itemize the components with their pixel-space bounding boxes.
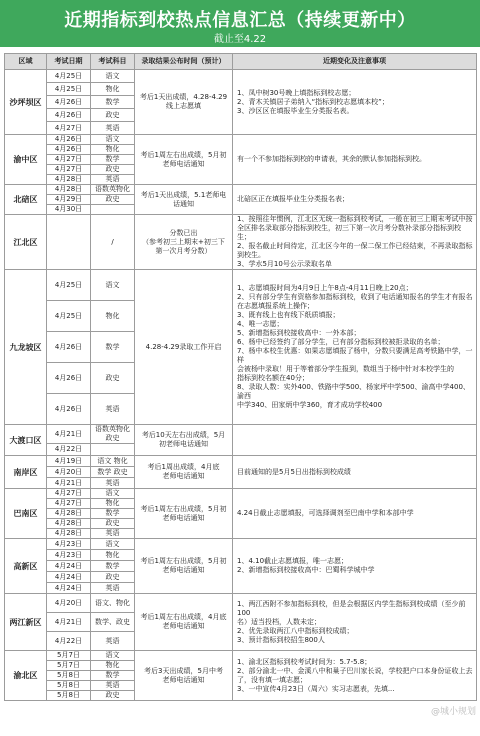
exam-date-cell: 4月21日 <box>47 425 91 444</box>
exam-subject-cell: 语文、物化 <box>91 594 135 613</box>
region-cell: 渝北区 <box>5 651 47 701</box>
exam-date-cell: 4月23日 <box>47 539 91 550</box>
table-body <box>5 70 477 701</box>
result-time-line: 第一次月考分数） <box>155 246 212 255</box>
result-time-cell <box>135 70 233 135</box>
exam-date-cell: 5月8日 <box>47 671 91 681</box>
exam-subject-cell <box>91 444 135 456</box>
exam-subject-cell: 数学、政史 <box>91 613 135 632</box>
exam-subject-cell: 英语 <box>91 529 135 539</box>
result-time-line: 老师电话通知 <box>162 513 205 522</box>
exam-subject-cell: 英语 <box>91 632 135 651</box>
notes-line: 1、渝北区指标到校考试时间为：5.7-5.8； <box>237 657 372 666</box>
exam-subject-cell: 数学 <box>91 155 135 165</box>
result-time-cell <box>135 489 233 539</box>
notes-line: 1、4.10截止志愿填报，唯一志愿； <box>237 557 349 565</box>
exam-date-cell: 4月20日 <box>47 467 91 478</box>
exam-subject-cell: 语数英物化 <box>91 185 135 195</box>
exam-subject-cell: 物化 <box>91 550 135 561</box>
notes-line: 2、新增指标到校接收高中：巴蜀科学城中学 <box>237 566 375 574</box>
exam-subject-cell: 政史 <box>91 109 135 122</box>
result-time-cell <box>135 651 233 701</box>
exam-date-cell: 4月27日 <box>47 489 91 499</box>
column-header: 区域 <box>5 54 47 70</box>
exam-subject-cell: 英语 <box>91 175 135 185</box>
notes-line: 2、报名截止时间待定，江北区今年的一保二保工作已经结束，不再录取指标到校生。 <box>237 242 473 259</box>
notes-line: 1、按照往年惯例，江北区无统一指标到校考试，一般在初三上期末考试中按 <box>237 215 473 223</box>
notes-line: 2、部分渝北一中、金溪八中和巢子巴川家长说，学校把户口本身份证收上去 <box>237 666 473 675</box>
notes-line: 3、一中宣传4月23日（周六）实习志愿表，先填... <box>237 684 395 693</box>
result-time-cell <box>135 135 233 185</box>
region-cell: 南岸区 <box>5 456 47 489</box>
exam-date-cell: 4月24日 <box>47 572 91 583</box>
notes-line: 3、预计指标到校招生800人 <box>237 635 325 644</box>
result-time-line: 老师电话通知 <box>162 472 205 480</box>
result-time-line: 话通知 <box>173 199 194 208</box>
notes-line: 北碚区正在填报毕业生分类报名表； <box>237 195 349 203</box>
exam-subject-cell: 物化 <box>91 499 135 509</box>
exam-subject-cell: 英语 <box>91 394 135 425</box>
notes-line: 4、唯一志愿； <box>237 320 284 328</box>
notes-line: 3、沙区区在填报毕业生分类报名表。 <box>237 106 354 115</box>
notes-cell <box>233 185 477 215</box>
table-row <box>5 135 477 145</box>
exam-date-cell: 4月22日 <box>47 632 91 651</box>
result-time-line: 老师电话通知 <box>162 675 205 684</box>
exam-subject-cell: 语文 <box>91 135 135 145</box>
notes-line: 2、青木关镇居子弟纳入“指标到校志愿填本校”； <box>237 97 389 106</box>
table-row <box>5 185 477 195</box>
result-time-line: 考后10天左右出成绩，5月 <box>141 431 226 439</box>
table-row <box>5 651 477 661</box>
exam-date-cell: 5月7日 <box>47 661 91 671</box>
notes-cell <box>233 135 477 185</box>
result-time-line: 考后1周左右出成绩，5月初 <box>140 557 227 565</box>
exam-date-cell: 4月25日 <box>47 83 91 96</box>
exam-date-cell: 4月24日 <box>47 583 91 594</box>
region-cell: 江北区 <box>5 215 47 270</box>
exam-subject-cell: 数学 <box>91 332 135 363</box>
notes-line: 2、只有部分学生有资格参加指标到校，收到了电话通知报名的学生才有报名 <box>237 293 473 301</box>
notes-line: 中学340、田家炳中学360，育才成功学校400 <box>237 401 383 409</box>
result-time-line: 考后1周左右出成绩，4月底 <box>140 613 227 621</box>
notes-line: 1、志愿填报时间为4月9日上午8点-4月11日晚上20点； <box>237 284 413 292</box>
table-row <box>5 215 477 270</box>
exam-subject-cell: 数学 <box>91 96 135 109</box>
result-time-line: 分数已出 <box>169 228 198 237</box>
notes-cell <box>233 70 477 135</box>
region-cell: 两江新区 <box>5 594 47 651</box>
exam-date-cell: 4月28日 <box>47 519 91 529</box>
notes-line: 2、优先录取两江八中指标到校成绩； <box>237 626 354 635</box>
table-header-row <box>5 54 477 70</box>
exam-subject-cell: 数学 政史 <box>91 467 135 478</box>
notes-line: 3、既有线上也有线下纸质填报； <box>237 311 340 319</box>
page-title: 近期指标到校热点信息汇总（持续更新中） <box>64 10 416 31</box>
exam-date-cell: 4月26日 <box>47 394 91 425</box>
notes-cell <box>233 539 477 594</box>
exam-date-cell: 4月22日 <box>47 444 91 456</box>
exam-subject-cell: / <box>91 215 135 270</box>
notes-cell <box>233 651 477 701</box>
exam-subject-cell: 政史 <box>91 363 135 394</box>
exam-date-cell: 4月25日 <box>47 70 91 83</box>
column-header: 考试科目 <box>91 54 135 70</box>
notes-line: 有一个不参加指标到校的申请表，其余的默认参加指标到校。 <box>237 155 426 163</box>
exam-date-cell: 4月28日 <box>47 185 91 195</box>
table-row <box>5 456 477 467</box>
notes-cell <box>233 594 477 651</box>
exam-date-cell <box>47 215 91 270</box>
exam-date-cell: 4月25日 <box>47 301 91 332</box>
exam-subject-cell: 政史 <box>91 195 135 205</box>
column-header: 近期变化及注意事项 <box>233 54 477 70</box>
result-time-line: 线上志愿填 <box>166 102 201 110</box>
exam-subject-cell <box>91 205 135 215</box>
result-time-cell <box>135 185 233 215</box>
region-cell: 高新区 <box>5 539 47 594</box>
result-time-cell <box>135 539 233 594</box>
region-cell: 渝中区 <box>5 135 47 185</box>
exam-date-cell: 4月25日 <box>47 270 91 301</box>
result-time-cell <box>135 215 233 270</box>
exam-subject-cell: 物化 <box>91 145 135 155</box>
notes-line: 1、两江西附不参加指标到校，但是会根据区内学生指标到校成绩（至少前100 <box>237 599 466 617</box>
notes-line: 了，没有填一填志愿； <box>237 675 307 684</box>
column-header: 考试日期 <box>47 54 91 70</box>
exam-subject-cell: 语文 物化 <box>91 456 135 467</box>
exam-date-cell: 5月8日 <box>47 681 91 691</box>
exam-subject-cell: 数学 <box>91 671 135 681</box>
result-time-cell <box>135 270 233 425</box>
result-time-line: 初老师电话通知 <box>159 440 208 448</box>
exam-subject-cell: 政史 <box>91 572 135 583</box>
notes-line: 4.24日截止志愿填报，可选择调剂至巴南中学和本部中学 <box>237 509 414 517</box>
exam-date-cell: 4月26日 <box>47 96 91 109</box>
result-time-cell <box>135 456 233 489</box>
exam-subject-cell: 英语 <box>91 122 135 135</box>
exam-date-cell: 4月26日 <box>47 363 91 394</box>
title-banner <box>0 0 480 47</box>
exam-date-cell: 4月26日 <box>47 145 91 155</box>
notes-line: 5、新增指标到校接收高中：一外本部； <box>237 329 361 337</box>
result-time-cell <box>135 425 233 456</box>
table-row <box>5 425 477 444</box>
exam-subject-cell: 物化 <box>91 83 135 96</box>
table-row <box>5 594 477 613</box>
exam-date-cell: 4月29日 <box>47 195 91 205</box>
page-subtitle: 截止至4.22 <box>213 34 267 45</box>
exam-date-cell: 4月28日 <box>47 509 91 519</box>
info-table <box>4 53 477 701</box>
exam-date-cell: 5月8日 <box>47 691 91 701</box>
exam-date-cell: 4月23日 <box>47 550 91 561</box>
exam-subject-cell: 英语 <box>91 583 135 594</box>
column-header: 录取结果公布时间（预计） <box>135 54 233 70</box>
result-time-line: 4.28-4.29录取工作开启 <box>145 342 222 351</box>
watermark: @城小规划 <box>430 707 476 717</box>
exam-subject-cell: 政史 <box>91 519 135 529</box>
exam-subject-cell: 语数英物化政史 <box>91 425 135 444</box>
result-time-line: 考后1天出成绩，4.28-4.29 <box>139 93 228 101</box>
notes-line: 全区排名录取部分指标到校生，初三下第一次月考分数补录部分指标到校生； <box>237 224 461 241</box>
exam-date-cell: 4月28日 <box>47 529 91 539</box>
exam-subject-cell: 数学 <box>91 509 135 519</box>
result-time-line: 老师电话通知 <box>162 622 205 630</box>
exam-date-cell: 4月20日 <box>47 594 91 613</box>
exam-date-cell: 4月21日 <box>47 478 91 489</box>
exam-subject-cell: 政史 <box>91 165 135 175</box>
notes-line: 1、凤中树30号晚上填指标到校志愿； <box>237 88 356 97</box>
table-row <box>5 70 477 83</box>
table-row <box>5 270 477 301</box>
notes-cell <box>233 215 477 270</box>
notes-line: 会被杨中录取！用于等着部分学生报到，数组当于杨中针对本校学生的 <box>237 365 454 373</box>
exam-date-cell: 4月19日 <box>47 456 91 467</box>
exam-date-cell: 4月27日 <box>47 122 91 135</box>
notes-line: 名）适当投档，人数未定； <box>237 617 321 626</box>
exam-subject-cell: 英语 <box>91 681 135 691</box>
notes-line: 3、学水5月10号公示录取名单 <box>237 260 332 268</box>
notes-cell <box>233 425 477 456</box>
table-row <box>5 489 477 499</box>
exam-subject-cell: 语文 <box>91 651 135 661</box>
notes-line: 6、杨中已经签约了部分学生，已有部分指标到校被拒录取的名单； <box>237 338 445 346</box>
exam-subject-cell: 政史 <box>91 691 135 701</box>
exam-date-cell: 4月27日 <box>47 165 91 175</box>
exam-date-cell: 4月26日 <box>47 135 91 145</box>
region-cell: 九龙坡区 <box>5 270 47 425</box>
exam-subject-cell: 物化 <box>91 661 135 671</box>
result-time-line: 考后1周左右出成绩，5月初 <box>140 150 227 159</box>
region-cell: 大渡口区 <box>5 425 47 456</box>
result-time-line: 考后1周左右出成绩，5月初 <box>140 504 227 513</box>
result-time-line: 老师电话通知 <box>162 159 205 168</box>
exam-subject-cell: 语文 <box>91 489 135 499</box>
exam-date-cell: 4月21日 <box>47 613 91 632</box>
notes-line: 指标到校名额在40分； <box>237 374 309 382</box>
result-time-line: （参考初三上期末+初三下 <box>142 237 225 246</box>
exam-date-cell: 4月28日 <box>47 175 91 185</box>
exam-date-cell: 4月26日 <box>47 109 91 122</box>
exam-date-cell: 4月27日 <box>47 499 91 509</box>
notes-cell <box>233 489 477 539</box>
result-time-line: 考后1周出成绩，4月底 <box>147 463 220 471</box>
table-row <box>5 539 477 550</box>
notes-line: 目前通知的是5月5日出指标到校成绩 <box>237 467 351 476</box>
exam-subject-cell: 语文 <box>91 270 135 301</box>
exam-date-cell: 4月30日 <box>47 205 91 215</box>
exam-date-cell: 4月26日 <box>47 332 91 363</box>
region-cell: 沙坪坝区 <box>5 70 47 135</box>
result-time-line: 考后1天出成绩，5.1老师电 <box>140 190 227 199</box>
exam-subject-cell: 数学 <box>91 561 135 572</box>
result-time-line: 考后3天出成绩，5月中考 <box>144 666 223 675</box>
notes-cell <box>233 270 477 425</box>
notes-cell <box>233 456 477 489</box>
exam-subject-cell: 语文 <box>91 70 135 83</box>
notes-line: 8、录取人数：实外400、铁路中学500、杨家坪中学500、渝高中学400、渝西 <box>237 383 470 400</box>
exam-date-cell: 5月7日 <box>47 651 91 661</box>
exam-subject-cell: 物化 <box>91 301 135 332</box>
exam-date-cell: 4月24日 <box>47 561 91 572</box>
region-cell: 巴南区 <box>5 489 47 539</box>
exam-subject-cell: 语文 <box>91 539 135 550</box>
region-cell: 北碚区 <box>5 185 47 215</box>
notes-line: 7、杨中本校生优惠：如果志愿填报了杨中，分数只要满足高考铁路中学，一样 <box>237 347 473 364</box>
exam-subject-cell: 英语 <box>91 478 135 489</box>
result-time-cell <box>135 594 233 651</box>
result-time-line: 老师电话通知 <box>162 566 205 574</box>
notes-line: 在志愿填报系统上操作； <box>237 302 314 310</box>
exam-date-cell: 4月27日 <box>47 155 91 165</box>
